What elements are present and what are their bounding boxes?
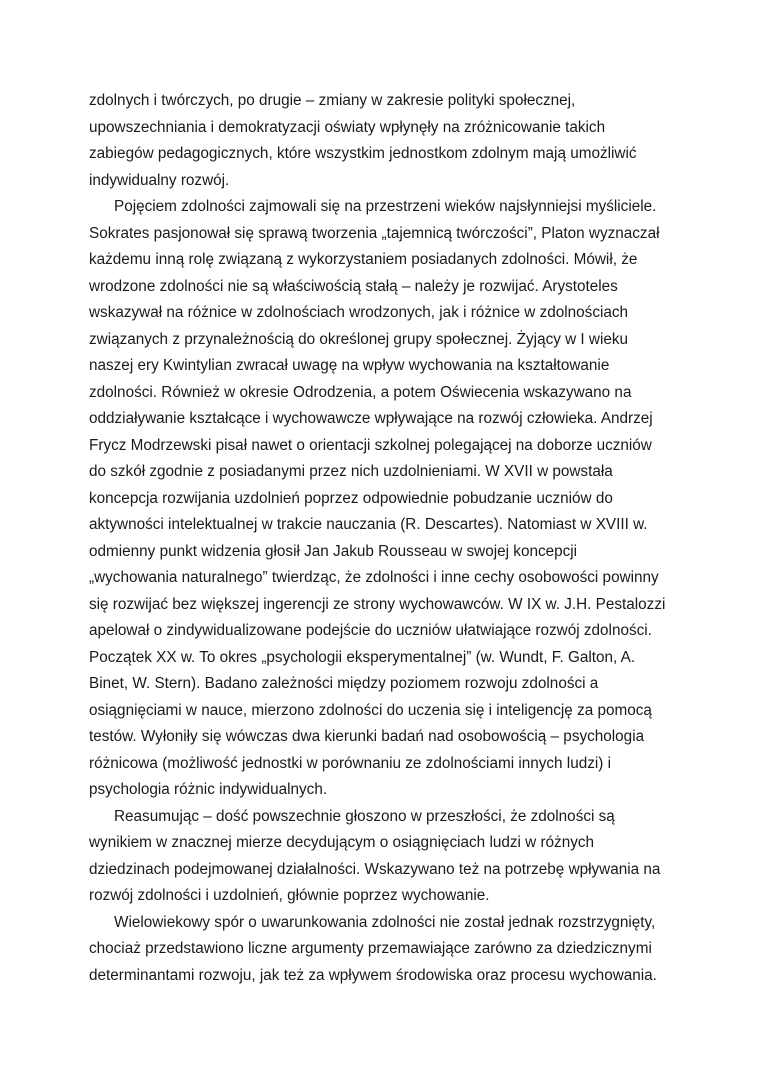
paragraph xyxy=(89,88,661,194)
text-line: indywidualny rozwój. xyxy=(89,171,230,189)
text-line: zabiegów pedagogicznych, które wszystkim jednostkom zdolnym mają umożliwić xyxy=(89,145,637,162)
text-line: związanych z przynależnością do określonej grupy społecznej. Żyjący w I wieku xyxy=(89,330,629,348)
text-line: „wychowania naturalnego” twierdząc, że zdolności i inne cechy osobowości powinny xyxy=(89,569,659,586)
text-line: Sokrates pasjonował się sprawą tworzenia „tajemnicą twórczości”, Platon wyznaczał xyxy=(89,224,660,242)
paragraph xyxy=(89,194,666,804)
text-line: rozwój zdolności i uzdolnień, głównie poprzez wychowanie. xyxy=(89,887,490,904)
text-line: Wielowiekowy spór o uwarunkowania zdolności nie został jednak rozstrzygnięty, xyxy=(114,913,656,931)
text-line: apelował o zindywidualizowane podejście do uczniów ułatwiające rozwój zdolności. xyxy=(89,622,652,639)
text-line: Pojęciem zdolności zajmowali się na przestrzeni wieków najsłynniejsi myśliciele. xyxy=(114,198,657,215)
text-line: determinantami rozwoju, jak też za wpływem środowiska oraz procesu wychowania. xyxy=(89,966,657,984)
text-line: osiągnięciami w nauce, mierzono zdolności do uczenia się i inteligencję za pomocą xyxy=(89,701,652,719)
text-line: naszej ery Kwintylian zwracał uwagę na wpływ wychowania na kształtowanie xyxy=(89,357,610,374)
text-line: Początek XX w. To okres „psychologii eksperymentalnej” (w. Wundt, F. Galton, A. xyxy=(89,648,636,666)
text-line: Reasumując – dość powszechnie głoszono w przeszłości, że zdolności są xyxy=(114,807,615,825)
text-line: Binet, W. Stern). Badano zależności między poziomem rozwoju zdolności a xyxy=(89,675,599,692)
text-line: się rozwijać bez większej ingerencji ze strony wychowawców. W IX w. J.H. Pestalozzi xyxy=(89,595,666,613)
text-line: testów. Wyłoniły się wówczas dwa kierunki badań nad osobowością – psychologia xyxy=(89,728,645,745)
paragraph xyxy=(89,910,661,990)
text-line: chociaż przedstawiono liczne argumenty przemawiające zarówno za dziedzicznymi xyxy=(89,940,652,957)
text-line: każdemu inną rolę związaną z wykorzystaniem posiadanych zdolności. Mówił, że xyxy=(89,251,638,268)
text-line: do szkół zgodnie z posiadanymi przez nich uzdolnieniami. W XVII w powstała xyxy=(89,463,613,480)
text-line: upowszechniania i demokratyzacji oświaty wpłynęły na zróżnicowanie takich xyxy=(89,118,606,136)
text-line: zdolności. Również w okresie Odrodzenia, a potem Oświecenia wskazywano na xyxy=(89,383,632,401)
text-line: dziedzinach podejmowanej działalności. Wskazywano też na potrzebę wpływania na xyxy=(89,860,661,878)
text-line: wskazywał na różnice w zdolnościach wrodzonych, jak i różnice w zdolnościach xyxy=(89,304,629,321)
text-line: aktywności intelektualnej w trakcie nauczania (R. Descartes). Natomiast w XVIII w. xyxy=(89,516,648,533)
text-line: koncepcja rozwijania uzdolnień poprzez odpowiednie pobudzanie uczniów do xyxy=(89,489,613,507)
text-line: oddziaływanie kształcące i wychowawcze wpływające na rozwój człowieka. Andrzej xyxy=(89,410,653,427)
paragraph xyxy=(89,804,661,910)
text-line: odmienny punkt widzenia głosił Jan Jakub Rousseau w swojej koncepcji xyxy=(89,542,578,560)
text-line: wynikiem w znacznej mierze decydującym o osiągnięciach ludzi w różnych xyxy=(89,834,595,851)
text-line: różnicowa (możliwość jednostki w porównaniu ze zdolnościami innych ludzi) i xyxy=(89,754,612,772)
document-body xyxy=(89,88,666,989)
text-line: zdolnych i twórczych, po drugie – zmiany w zakresie polityki społecznej, xyxy=(89,92,576,109)
text-line: wrodzone zdolności nie są właściwością stałą – należy je rozwijać. Arystoteles xyxy=(89,277,618,295)
text-line: psychologia różnic indywidualnych. xyxy=(89,781,328,798)
text-line: Frycz Modrzewski pisał nawet o orientacji szkolnej polegającej na doborze uczniów xyxy=(89,436,652,454)
